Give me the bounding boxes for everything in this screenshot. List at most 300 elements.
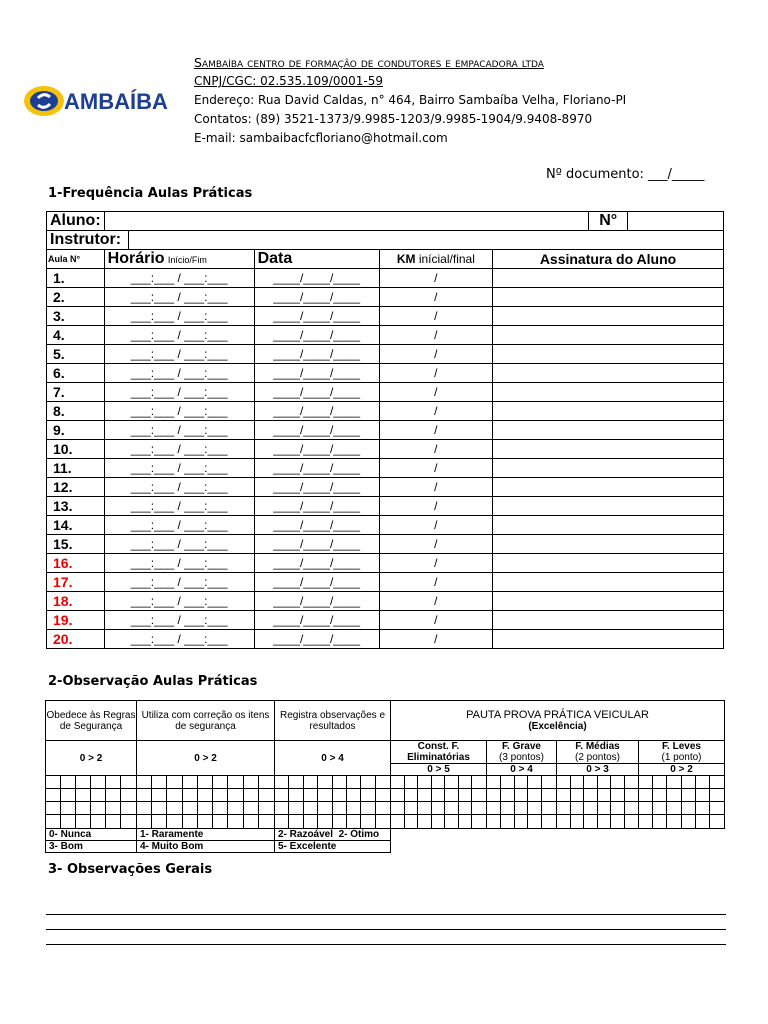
data-field[interactable]: ____/____/____ (254, 459, 379, 478)
horario-field[interactable]: ___:___ / ___:___ (104, 535, 254, 554)
km-field[interactable]: / (379, 307, 492, 326)
score-cell[interactable] (472, 815, 486, 828)
data-field[interactable]: ____/____/____ (254, 364, 379, 383)
horario-field[interactable]: ___:___ / ___:___ (104, 307, 254, 326)
score-cell[interactable] (213, 815, 228, 828)
score-cell[interactable] (376, 802, 390, 815)
score-cell[interactable] (639, 789, 653, 802)
score-cell[interactable] (598, 815, 612, 828)
score-cell[interactable] (528, 815, 542, 828)
score-cell[interactable] (361, 789, 375, 802)
score-cell[interactable] (653, 789, 667, 802)
document-number[interactable]: Nº documento: ___/_____ (546, 167, 705, 182)
score-cell[interactable] (61, 776, 76, 789)
score-cell[interactable] (653, 815, 667, 828)
score-cell[interactable] (584, 776, 598, 789)
score-cell[interactable] (571, 802, 585, 815)
score-cell[interactable] (244, 802, 259, 815)
score-cell[interactable] (571, 815, 585, 828)
score-cell[interactable] (275, 815, 289, 828)
score-cell[interactable] (61, 815, 76, 828)
score-grid (391, 776, 486, 828)
score-cell[interactable] (304, 815, 318, 828)
company-address: Endereço: Rua David Caldas, n° 464, Bairro Sambaíba Velha, Floriano-PI (194, 93, 627, 107)
score-cell[interactable] (289, 789, 303, 802)
km-field[interactable]: / (379, 497, 492, 516)
numero-field[interactable] (628, 212, 724, 231)
data-field[interactable]: ____/____/____ (254, 421, 379, 440)
assinatura-field[interactable] (493, 269, 724, 288)
general-observations-lines[interactable] (46, 900, 726, 945)
score-cell[interactable] (432, 802, 446, 815)
data-field[interactable]: ____/____/____ (254, 592, 379, 611)
km-field[interactable]: / (379, 459, 492, 478)
score-cell[interactable] (347, 789, 361, 802)
score-cell[interactable] (639, 802, 653, 815)
horario-field[interactable]: ___:___ / ___:___ (104, 421, 254, 440)
data-field[interactable]: ____/____/____ (254, 440, 379, 459)
horario-field[interactable]: ___:___ / ___:___ (104, 611, 254, 630)
score-cell[interactable] (487, 789, 501, 802)
score-cell[interactable] (682, 802, 696, 815)
km-field[interactable]: / (379, 383, 492, 402)
score-cell[interactable] (259, 789, 274, 802)
frequency-row (47, 573, 724, 592)
score-cell[interactable] (542, 776, 556, 789)
score-cell[interactable] (152, 776, 167, 789)
score-cell[interactable] (557, 789, 571, 802)
assinatura-field[interactable] (493, 364, 724, 383)
score-cell[interactable] (542, 815, 556, 828)
score-cell[interactable] (611, 815, 625, 828)
score-cell[interactable] (528, 802, 542, 815)
score-cell[interactable] (611, 789, 625, 802)
score-cell[interactable] (213, 802, 228, 815)
score-cell[interactable] (515, 789, 529, 802)
score-cell[interactable] (696, 802, 710, 815)
score-cell[interactable] (391, 815, 405, 828)
score-cell[interactable] (696, 776, 710, 789)
score-cell[interactable] (361, 776, 375, 789)
horario-field[interactable]: ___:___ / ___:___ (104, 592, 254, 611)
score-cell[interactable] (304, 789, 318, 802)
grid-f1[interactable] (391, 776, 487, 829)
score-cell[interactable] (710, 815, 724, 828)
score-cell[interactable] (121, 789, 136, 802)
km-field[interactable]: / (379, 269, 492, 288)
score-cell[interactable] (61, 789, 76, 802)
score-cell[interactable] (347, 802, 361, 815)
assinatura-field[interactable] (493, 459, 724, 478)
score-cell[interactable] (710, 776, 724, 789)
km-field[interactable]: / (379, 345, 492, 364)
score-cell[interactable] (418, 776, 432, 789)
score-cell[interactable] (137, 789, 152, 802)
data-field[interactable]: ____/____/____ (254, 402, 379, 421)
score-cell[interactable] (198, 802, 213, 815)
score-cell[interactable] (653, 802, 667, 815)
score-cell[interactable] (137, 802, 152, 815)
horario-field[interactable]: ___:___ / ___:___ (104, 497, 254, 516)
score-cell[interactable] (91, 802, 106, 815)
grid-itens[interactable] (137, 776, 275, 829)
score-cell[interactable] (289, 802, 303, 815)
score-cell[interactable] (46, 776, 61, 789)
score-cell[interactable] (198, 776, 213, 789)
score-cell[interactable] (710, 789, 724, 802)
score-cell[interactable] (244, 776, 259, 789)
col-assinatura-header: Assinatura do Aluno (493, 250, 724, 269)
score-cell[interactable] (333, 802, 347, 815)
score-cell[interactable] (76, 776, 91, 789)
aluno-field[interactable] (104, 212, 589, 231)
score-cell[interactable] (682, 815, 696, 828)
score-cell[interactable] (228, 815, 243, 828)
score-cell[interactable] (183, 815, 198, 828)
horario-field[interactable]: ___:___ / ___:___ (104, 440, 254, 459)
score-cell[interactable] (598, 802, 612, 815)
score-cell[interactable] (501, 789, 515, 802)
score-cell[interactable] (598, 789, 612, 802)
score-cell[interactable] (152, 815, 167, 828)
score-cell[interactable] (46, 802, 61, 815)
assinatura-field[interactable] (493, 592, 724, 611)
score-cell[interactable] (391, 802, 405, 815)
assinatura-field[interactable] (493, 478, 724, 497)
score-cell[interactable] (361, 802, 375, 815)
km-field[interactable]: / (379, 288, 492, 307)
score-cell[interactable] (121, 815, 136, 828)
score-cell[interactable] (391, 789, 405, 802)
data-field[interactable]: ____/____/____ (254, 535, 379, 554)
data-field[interactable]: ____/____/____ (254, 573, 379, 592)
km-field[interactable]: / (379, 554, 492, 573)
score-cell[interactable] (571, 789, 585, 802)
assinatura-field[interactable] (493, 611, 724, 630)
score-cell[interactable] (528, 776, 542, 789)
observation-line[interactable] (46, 900, 726, 915)
score-cell[interactable] (244, 789, 259, 802)
score-cell[interactable] (432, 815, 446, 828)
score-cell[interactable] (76, 815, 91, 828)
horario-field[interactable]: ___:___ / ___:___ (104, 288, 254, 307)
score-cell[interactable] (318, 776, 332, 789)
assinatura-field[interactable] (493, 440, 724, 459)
km-field[interactable]: / (379, 592, 492, 611)
data-field[interactable]: ____/____/____ (254, 497, 379, 516)
score-cell[interactable] (333, 815, 347, 828)
score-cell[interactable] (653, 776, 667, 789)
assinatura-field[interactable] (493, 516, 724, 535)
km-field[interactable]: / (379, 326, 492, 345)
score-cell[interactable] (445, 802, 459, 815)
score-cell[interactable] (515, 815, 529, 828)
score-cell[interactable] (571, 776, 585, 789)
score-cell[interactable] (198, 789, 213, 802)
grid-regras[interactable] (46, 776, 137, 829)
legend-4: 4- Muito Bom (137, 841, 275, 853)
assinatura-field[interactable] (493, 326, 724, 345)
horario-field[interactable]: ___:___ / ___:___ (104, 573, 254, 592)
km-field[interactable]: / (379, 478, 492, 497)
horario-field[interactable]: ___:___ / ___:___ (104, 383, 254, 402)
col-horario-header (104, 250, 254, 269)
score-cell[interactable] (515, 776, 529, 789)
score-cell[interactable] (213, 776, 228, 789)
assinatura-field[interactable] (493, 573, 724, 592)
legend-2-text: 2- Razoável (278, 829, 334, 840)
assinatura-field[interactable] (493, 402, 724, 421)
score-cell[interactable] (472, 802, 486, 815)
score-cell[interactable] (46, 815, 61, 828)
horario-field[interactable]: ___:___ / ___:___ (104, 326, 254, 345)
score-cell[interactable] (432, 776, 446, 789)
km-field[interactable]: / (379, 611, 492, 630)
score-cell[interactable] (167, 802, 182, 815)
score-cell[interactable] (487, 776, 501, 789)
score-cell[interactable] (501, 776, 515, 789)
score-cell[interactable] (304, 776, 318, 789)
score-cell[interactable] (376, 776, 390, 789)
score-cell[interactable] (639, 776, 653, 789)
score-cell[interactable] (418, 815, 432, 828)
assinatura-field[interactable] (493, 383, 724, 402)
score-cell[interactable] (289, 776, 303, 789)
score-cell[interactable] (213, 789, 228, 802)
km-field[interactable]: / (379, 573, 492, 592)
score-cell[interactable] (106, 789, 121, 802)
score-cell[interactable] (472, 776, 486, 789)
score-cell[interactable] (275, 789, 289, 802)
score-cell[interactable] (376, 815, 390, 828)
legend-3: 3- Bom (46, 841, 137, 853)
score-cell[interactable] (584, 789, 598, 802)
score-cell[interactable] (318, 815, 332, 828)
score-cell[interactable] (333, 776, 347, 789)
score-cell[interactable] (259, 802, 274, 815)
score-cell[interactable] (137, 815, 152, 828)
score-cell[interactable] (405, 815, 419, 828)
score-cell[interactable] (584, 802, 598, 815)
score-cell[interactable] (557, 776, 571, 789)
score-cell[interactable] (121, 776, 136, 789)
score-cell[interactable] (167, 776, 182, 789)
score-cell[interactable] (259, 776, 274, 789)
score-cell[interactable] (91, 789, 106, 802)
assinatura-field[interactable] (493, 535, 724, 554)
score-cell[interactable] (625, 815, 639, 828)
score-cell[interactable] (405, 776, 419, 789)
score-cell[interactable] (167, 815, 182, 828)
horario-field[interactable]: ___:___ / ___:___ (104, 516, 254, 535)
score-cell[interactable] (183, 789, 198, 802)
data-field[interactable]: ____/____/____ (254, 478, 379, 497)
horario-field[interactable]: ___:___ / ___:___ (104, 364, 254, 383)
assinatura-field[interactable] (493, 345, 724, 364)
data-field[interactable]: ____/____/____ (254, 307, 379, 326)
score-cell[interactable] (625, 776, 639, 789)
data-field[interactable]: ____/____/____ (254, 554, 379, 573)
score-cell[interactable] (137, 776, 152, 789)
range-registra: 0 > 4 (275, 741, 391, 776)
score-cell[interactable] (432, 789, 446, 802)
instrutor-field[interactable] (128, 231, 723, 250)
score-cell[interactable] (106, 776, 121, 789)
score-cell[interactable] (76, 789, 91, 802)
score-cell[interactable] (542, 789, 556, 802)
score-cell[interactable] (121, 802, 136, 815)
score-cell[interactable] (445, 789, 459, 802)
score-cell[interactable] (472, 789, 486, 802)
score-cell[interactable] (228, 802, 243, 815)
score-cell[interactable] (598, 776, 612, 789)
horario-field[interactable]: ___:___ / ___:___ (104, 269, 254, 288)
score-cell[interactable] (183, 776, 198, 789)
assinatura-field[interactable] (493, 554, 724, 573)
assinatura-field[interactable] (493, 307, 724, 326)
grid-registra[interactable] (275, 776, 391, 829)
horario-field[interactable]: ___:___ / ___:___ (104, 402, 254, 421)
km-field[interactable]: / (379, 535, 492, 554)
score-cell[interactable] (61, 802, 76, 815)
score-cell[interactable] (46, 789, 61, 802)
score-cell[interactable] (152, 789, 167, 802)
score-cell[interactable] (289, 815, 303, 828)
score-cell[interactable] (275, 776, 289, 789)
score-cell[interactable] (405, 789, 419, 802)
score-cell[interactable] (667, 802, 681, 815)
score-cell[interactable] (361, 815, 375, 828)
km-label: KM (396, 252, 416, 266)
score-cell[interactable] (167, 789, 182, 802)
score-cell[interactable] (639, 815, 653, 828)
score-cell[interactable] (557, 802, 571, 815)
score-cell[interactable] (76, 802, 91, 815)
score-cell[interactable] (391, 776, 405, 789)
km-field[interactable]: / (379, 402, 492, 421)
score-cell[interactable] (487, 802, 501, 815)
score-cell[interactable] (682, 776, 696, 789)
data-field[interactable]: ____/____/____ (254, 630, 379, 649)
data-field[interactable]: ____/____/____ (254, 611, 379, 630)
score-cell[interactable] (682, 789, 696, 802)
score-cell[interactable] (228, 789, 243, 802)
grid-f2[interactable] (487, 776, 557, 829)
observation-line[interactable] (46, 915, 726, 930)
score-cell[interactable] (696, 815, 710, 828)
score-cell[interactable] (557, 815, 571, 828)
aula-number: 19. (47, 611, 105, 630)
assinatura-field[interactable] (493, 421, 724, 440)
score-cell[interactable] (198, 815, 213, 828)
km-field[interactable]: / (379, 516, 492, 535)
score-cell[interactable] (528, 789, 542, 802)
score-cell[interactable] (445, 815, 459, 828)
km-field[interactable]: / (379, 421, 492, 440)
assinatura-field[interactable] (493, 497, 724, 516)
data-field[interactable]: ____/____/____ (254, 383, 379, 402)
score-cell[interactable] (667, 789, 681, 802)
frequency-row (47, 326, 724, 345)
score-cell[interactable] (347, 815, 361, 828)
score-cell[interactable] (418, 789, 432, 802)
score-cell[interactable] (625, 789, 639, 802)
data-field[interactable]: ____/____/____ (254, 288, 379, 307)
score-cell[interactable] (304, 802, 318, 815)
score-cell[interactable] (667, 815, 681, 828)
horario-field[interactable]: ___:___ / ___:___ (104, 554, 254, 573)
score-cell[interactable] (611, 802, 625, 815)
score-cell[interactable] (333, 789, 347, 802)
score-cell[interactable] (418, 802, 432, 815)
score-cell[interactable] (347, 776, 361, 789)
data-field[interactable]: ____/____/____ (254, 326, 379, 345)
score-cell[interactable] (459, 776, 473, 789)
score-cell[interactable] (318, 802, 332, 815)
km-field[interactable]: / (379, 630, 492, 649)
horario-field[interactable]: ___:___ / ___:___ (104, 630, 254, 649)
score-cell[interactable] (152, 802, 167, 815)
score-cell[interactable] (501, 802, 515, 815)
score-cell[interactable] (445, 776, 459, 789)
assinatura-field[interactable] (493, 288, 724, 307)
km-field[interactable]: / (379, 364, 492, 383)
km-field[interactable]: / (379, 440, 492, 459)
score-cell[interactable] (106, 815, 121, 828)
score-cell[interactable] (515, 802, 529, 815)
score-cell[interactable] (584, 815, 598, 828)
range-regras: 0 > 2 (46, 741, 137, 776)
score-cell[interactable] (696, 789, 710, 802)
assinatura-field[interactable] (493, 630, 724, 649)
score-cell[interactable] (459, 802, 473, 815)
frequency-row (47, 592, 724, 611)
score-cell[interactable] (611, 776, 625, 789)
horario-field[interactable]: ___:___ / ___:___ (104, 459, 254, 478)
score-cell[interactable] (318, 789, 332, 802)
score-cell[interactable] (459, 789, 473, 802)
horario-field[interactable]: ___:___ / ___:___ (104, 345, 254, 364)
score-cell[interactable] (667, 776, 681, 789)
score-cell[interactable] (244, 815, 259, 828)
grid-f3[interactable] (557, 776, 639, 829)
grid-f4[interactable] (639, 776, 725, 829)
col-aula-header: Aula N° (47, 250, 105, 269)
instrutor-label: Instrutor: (47, 231, 129, 250)
data-field[interactable]: ____/____/____ (254, 516, 379, 535)
score-cell[interactable] (710, 802, 724, 815)
score-cell[interactable] (459, 815, 473, 828)
horario-field[interactable]: ___:___ / ___:___ (104, 478, 254, 497)
score-cell[interactable] (625, 802, 639, 815)
observation-line[interactable] (46, 930, 726, 945)
score-cell[interactable] (228, 776, 243, 789)
score-cell[interactable] (259, 815, 274, 828)
score-cell[interactable] (542, 802, 556, 815)
aula-number: 5. (47, 345, 105, 364)
score-cell[interactable] (106, 802, 121, 815)
score-cell[interactable] (183, 802, 198, 815)
score-cell[interactable] (501, 815, 515, 828)
score-cell[interactable] (275, 802, 289, 815)
data-field[interactable]: ____/____/____ (254, 345, 379, 364)
data-field[interactable]: ____/____/____ (254, 269, 379, 288)
score-cell[interactable] (487, 815, 501, 828)
score-cell[interactable] (376, 789, 390, 802)
score-cell[interactable] (405, 802, 419, 815)
score-cell[interactable] (91, 815, 106, 828)
score-cell[interactable] (91, 776, 106, 789)
